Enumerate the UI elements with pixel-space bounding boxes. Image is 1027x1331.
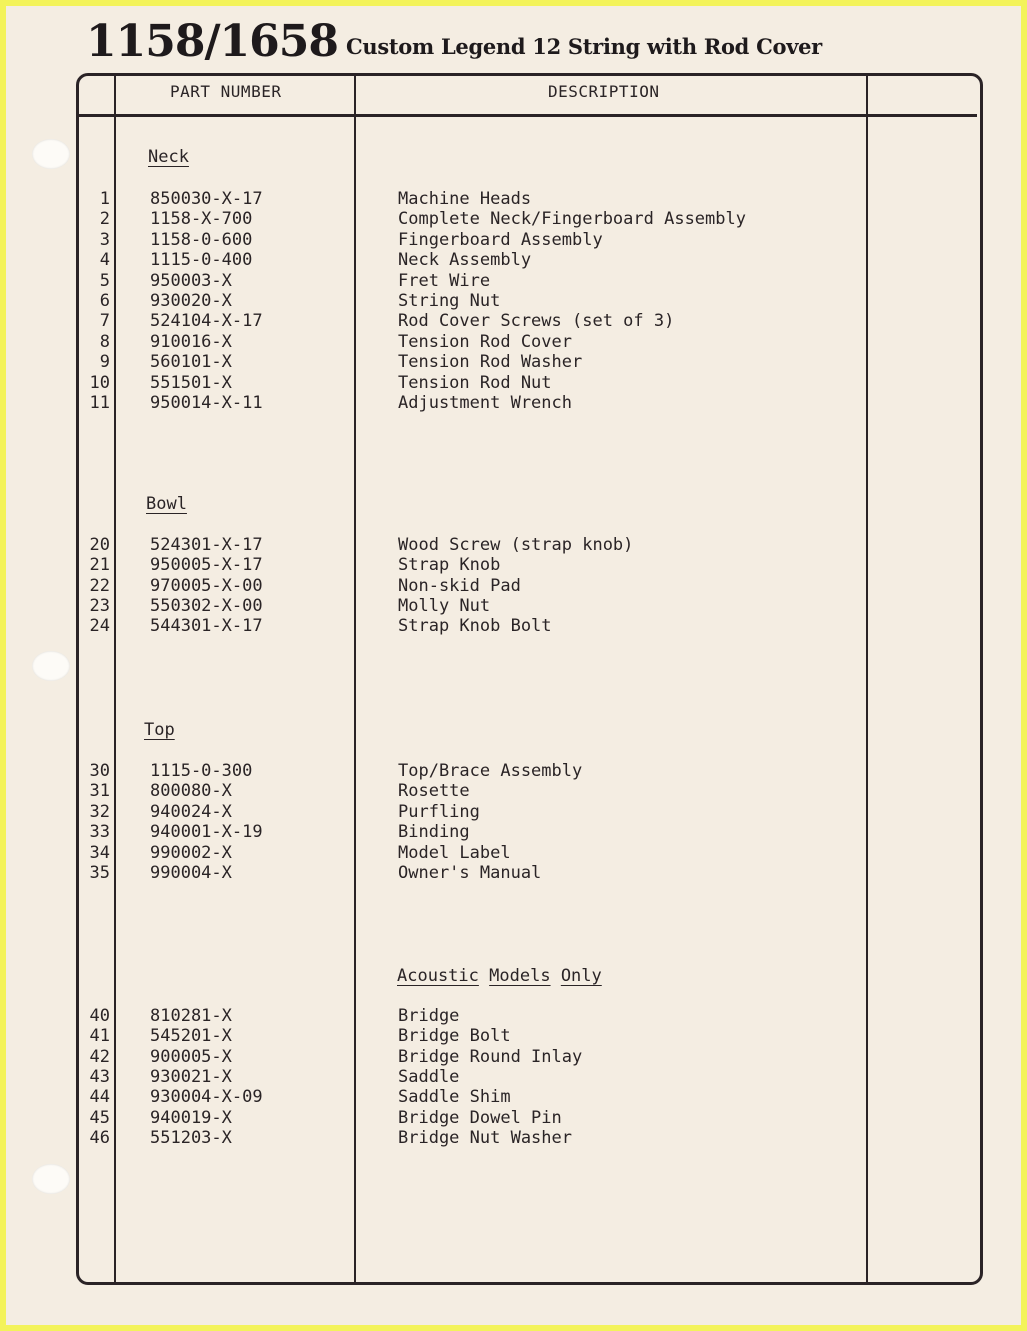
part-description: Bridge Dowel Pin <box>398 1107 562 1128</box>
part-description: Fingerboard Assembly <box>398 229 603 250</box>
item-number: 23 <box>89 595 110 616</box>
part-number: 950005-X-17 <box>150 555 263 576</box>
item-number: 34 <box>89 842 110 863</box>
part-description: Tension Rod Nut <box>398 372 552 393</box>
header-divider <box>76 114 977 117</box>
part-description: Rosette <box>398 781 470 802</box>
item-number: 22 <box>89 575 110 596</box>
part-number: 800080-X <box>150 781 232 802</box>
part-description: Top/Brace Assembly <box>398 761 583 781</box>
part-number: 550302-X-00 <box>150 595 263 616</box>
item-number: 7 <box>99 311 110 332</box>
part-description: Strap Knob <box>398 555 501 576</box>
part-number: 1115-0-400 <box>150 250 253 271</box>
column-divider <box>866 76 868 1282</box>
part-description: Tension Rod Washer <box>398 352 583 373</box>
section-title-word: Only <box>560 966 602 986</box>
part-description: Adjustment Wrench <box>398 393 572 413</box>
part-number: 1158-X-700 <box>150 209 253 230</box>
part-number: 810281-X <box>150 1006 232 1026</box>
section-title: Neck <box>148 147 189 167</box>
binder-hole <box>32 139 70 169</box>
binder-hole <box>32 651 70 681</box>
item-number: 8 <box>99 331 110 352</box>
part-description: Machine Heads <box>398 189 532 209</box>
part-description: Bridge Bolt <box>398 1026 511 1047</box>
part-number: 560101-X <box>150 352 232 373</box>
part-number: 545201-X <box>150 1026 232 1047</box>
part-number: 940024-X <box>150 801 232 822</box>
part-description: Molly Nut <box>398 595 491 616</box>
item-number: 2 <box>99 209 110 230</box>
part-description: Binding <box>398 822 470 843</box>
part-description: Bridge Nut Washer <box>398 1127 572 1148</box>
model-number: 1158/1658 <box>86 16 338 67</box>
part-description: Tension Rod Cover <box>398 331 572 352</box>
part-description: Wood Screw (strap knob) <box>398 535 634 555</box>
item-number: 44 <box>89 1087 110 1108</box>
part-number: 551203-X <box>150 1127 232 1148</box>
part-description: Saddle Shim <box>398 1087 511 1108</box>
part-number: 524301-X-17 <box>150 535 263 555</box>
part-number: 930004-X-09 <box>150 1087 263 1108</box>
part-description: Neck Assembly <box>398 250 532 271</box>
model-name: Custom Legend 12 String with Rod Cover <box>346 34 822 59</box>
column-header-part-number: PART NUMBER <box>170 82 282 101</box>
part-description: Purfling <box>398 801 480 822</box>
section-title-word: Models <box>489 966 551 986</box>
item-number: 40 <box>89 1006 110 1026</box>
part-number: 900005-X <box>150 1046 232 1067</box>
item-number: 33 <box>89 822 110 843</box>
part-description: Complete Neck/Fingerboard Assembly <box>398 209 746 230</box>
part-number: 930020-X <box>150 291 232 311</box>
section-title: Top <box>144 720 175 740</box>
part-number: 910016-X <box>150 331 232 352</box>
item-number: 41 <box>89 1026 110 1047</box>
column-header-description: DESCRIPTION <box>548 82 660 101</box>
item-number: 9 <box>99 352 110 373</box>
column-divider <box>114 76 116 1282</box>
part-description: Non-skid Pad <box>398 575 521 596</box>
part-number: 970005-X-00 <box>150 575 263 596</box>
section-title <box>397 966 602 986</box>
item-number: 45 <box>89 1107 110 1128</box>
part-number: 950003-X <box>150 270 232 291</box>
part-number: 524104-X-17 <box>150 311 263 332</box>
item-number: 30 <box>89 761 110 781</box>
section-title: Bowl <box>146 494 187 514</box>
part-description: Owner's Manual <box>398 863 542 883</box>
column-divider <box>354 76 356 1282</box>
item-number: 24 <box>89 616 110 637</box>
part-description: Fret Wire <box>398 270 491 291</box>
item-number: 46 <box>89 1127 110 1148</box>
item-number: 6 <box>99 291 110 311</box>
part-description: Model Label <box>398 842 511 863</box>
item-number: 31 <box>89 781 110 802</box>
part-number: 544301-X-17 <box>150 616 263 637</box>
part-description: Bridge <box>398 1006 460 1026</box>
part-number: 990004-X <box>150 863 232 883</box>
item-number: 11 <box>89 393 110 413</box>
part-description: Rod Cover Screws (set of 3) <box>398 311 675 332</box>
item-number: 42 <box>89 1046 110 1067</box>
part-number: 940019-X <box>150 1107 232 1128</box>
section-title-word: Acoustic <box>397 966 479 986</box>
part-number: 1158-0-600 <box>150 229 253 250</box>
part-number: 990002-X <box>150 842 232 863</box>
part-description: Bridge Round Inlay <box>398 1046 583 1067</box>
part-number: 950014-X-11 <box>150 393 263 413</box>
part-number: 940001-X-19 <box>150 822 263 843</box>
part-number: 850030-X-17 <box>150 189 263 209</box>
part-description: Saddle <box>398 1066 460 1087</box>
item-number: 1 <box>99 189 110 209</box>
binder-hole <box>32 1164 70 1194</box>
item-number: 10 <box>89 372 110 393</box>
parts-sheet <box>6 6 1021 1325</box>
part-number: 551501-X <box>150 372 232 393</box>
item-number: 21 <box>89 555 110 576</box>
item-number: 35 <box>89 863 110 883</box>
part-number: 1115-0-300 <box>150 761 253 781</box>
item-number: 32 <box>89 801 110 822</box>
item-number: 43 <box>89 1066 110 1087</box>
item-number: 5 <box>99 270 110 291</box>
part-description: Strap Knob Bolt <box>398 616 552 637</box>
item-number: 20 <box>89 535 110 555</box>
part-number: 930021-X <box>150 1066 232 1087</box>
part-description: String Nut <box>398 291 501 311</box>
item-number: 4 <box>99 250 110 271</box>
item-number: 3 <box>99 229 110 250</box>
